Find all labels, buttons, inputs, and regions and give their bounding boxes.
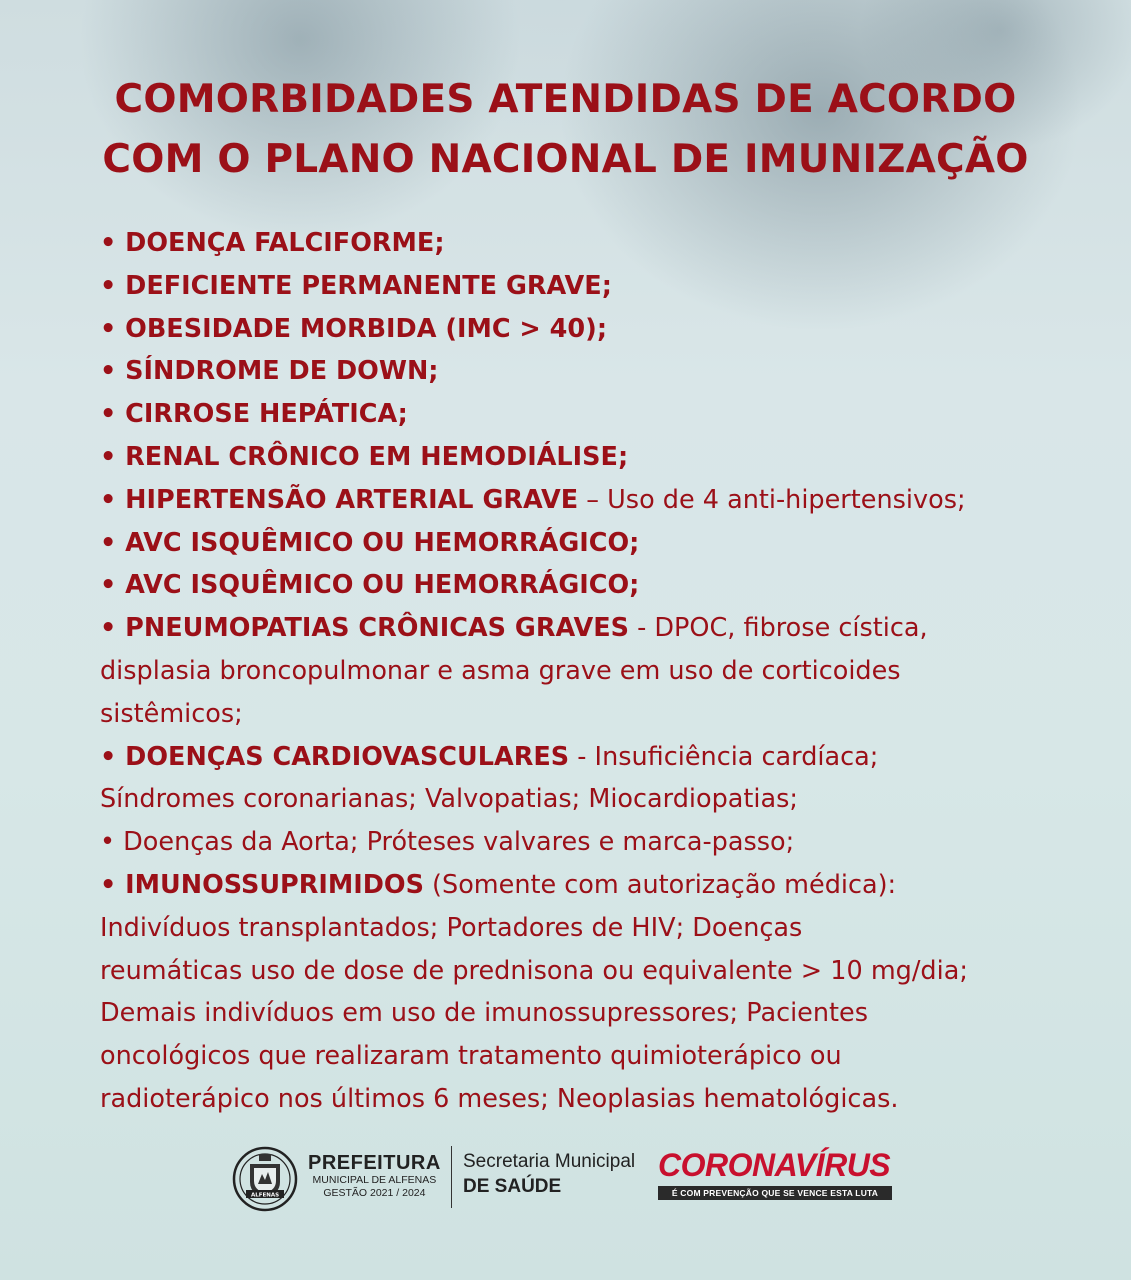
item-continuation: Indivíduos transplantados; Portadores de HIV; Doenças bbox=[100, 912, 803, 943]
item-heading: • HIPERTENSÃO ARTERIAL GRAVE bbox=[100, 484, 579, 515]
list-item: • Doenças da Aorta; Próteses valvares e marca-passo; bbox=[100, 827, 795, 858]
item-heading: • PNEUMOPATIAS CRÔNICAS GRAVES bbox=[100, 613, 629, 644]
item-heading: • IMUNOSSUPRIMIDOS bbox=[100, 869, 424, 900]
title-line-2: COM O PLANO NACIONAL DE IMUNIZAÇÃO bbox=[102, 137, 1029, 182]
list-item: • AVC ISQUÊMICO OU HEMORRÁGICO; bbox=[100, 527, 640, 558]
divider bbox=[451, 1146, 452, 1208]
coronavirus-word: CORONAVÍRUS bbox=[658, 1147, 891, 1183]
secretaria-line-2: DE SAÚDE bbox=[463, 1176, 562, 1197]
list-item bbox=[100, 607, 1100, 650]
item-continuation: radioterápico nos últimos 6 meses; Neoplasias hematológicas. bbox=[100, 1083, 899, 1114]
item-continuation: sistêmicos; bbox=[100, 698, 243, 729]
coronavirus-tagline: É COM PREVENÇÃO QUE SE VENCE ESTA LUTA bbox=[658, 1186, 892, 1200]
item-detail: (Somente com autorização médica): bbox=[423, 869, 897, 900]
item-continuation: Demais indivíduos em uso de imunossupressores; Pacientes bbox=[100, 998, 869, 1029]
prefeitura-title: PREFEITURA bbox=[308, 1152, 441, 1174]
list-item: • RENAL CRÔNICO EM HEMODIÁLISE; bbox=[100, 441, 629, 472]
list-item: • DEFICIENTE PERMANENTE GRAVE; bbox=[100, 270, 612, 301]
secretaria-logo bbox=[463, 1150, 635, 1200]
list-item bbox=[100, 736, 1100, 779]
city-seal-icon bbox=[232, 1146, 298, 1212]
list-item: • CIRROSE HEPÁTICA; bbox=[100, 399, 408, 430]
footer-logos bbox=[0, 1140, 1131, 1220]
comorbidity-list bbox=[100, 222, 1100, 1121]
title-line-1: COMORBIDADES ATENDIDAS DE ACORDO bbox=[114, 77, 1017, 122]
list-item: • OBESIDADE MORBIDA (IMC > 40); bbox=[100, 313, 608, 344]
item-detail: - DPOC, fibrose cística, bbox=[629, 613, 928, 644]
seal-text: ALFENAS bbox=[250, 1192, 280, 1199]
secretaria-line-1: Secretaria Municipal bbox=[463, 1151, 636, 1172]
prefeitura-gestao: GESTÃO 2021 / 2024 bbox=[323, 1187, 426, 1199]
list-item bbox=[100, 479, 1100, 522]
prefeitura-subtitle: MUNICIPAL DE ALFENAS bbox=[312, 1174, 437, 1186]
item-continuation: Síndromes coronarianas; Valvopatias; Miocardiopatias; bbox=[100, 784, 798, 815]
list-item: • AVC ISQUÊMICO OU HEMORRÁGICO; bbox=[100, 570, 640, 601]
item-heading: • DOENÇAS CARDIOVASCULARES bbox=[100, 741, 570, 772]
list-item: • SÍNDROME DE DOWN; bbox=[100, 356, 439, 387]
prefeitura-logo bbox=[308, 1152, 441, 1200]
page-title bbox=[0, 70, 1131, 190]
item-continuation: displasia broncopulmonar e asma grave em uso de corticoides bbox=[100, 655, 901, 686]
item-detail: – Uso de 4 anti-hipertensivos; bbox=[578, 484, 966, 515]
list-item: • DOENÇA FALCIFORME; bbox=[100, 228, 445, 258]
item-continuation: oncológicos que realizaram tratamento quimioterápico ou bbox=[100, 1041, 842, 1072]
item-detail: - Insuficiência cardíaca; bbox=[569, 741, 879, 772]
coronavirus-logo bbox=[658, 1146, 894, 1200]
item-continuation: reumáticas uso de dose de prednisona ou equivalente > 10 mg/dia; bbox=[100, 955, 968, 986]
list-item bbox=[100, 864, 1100, 907]
